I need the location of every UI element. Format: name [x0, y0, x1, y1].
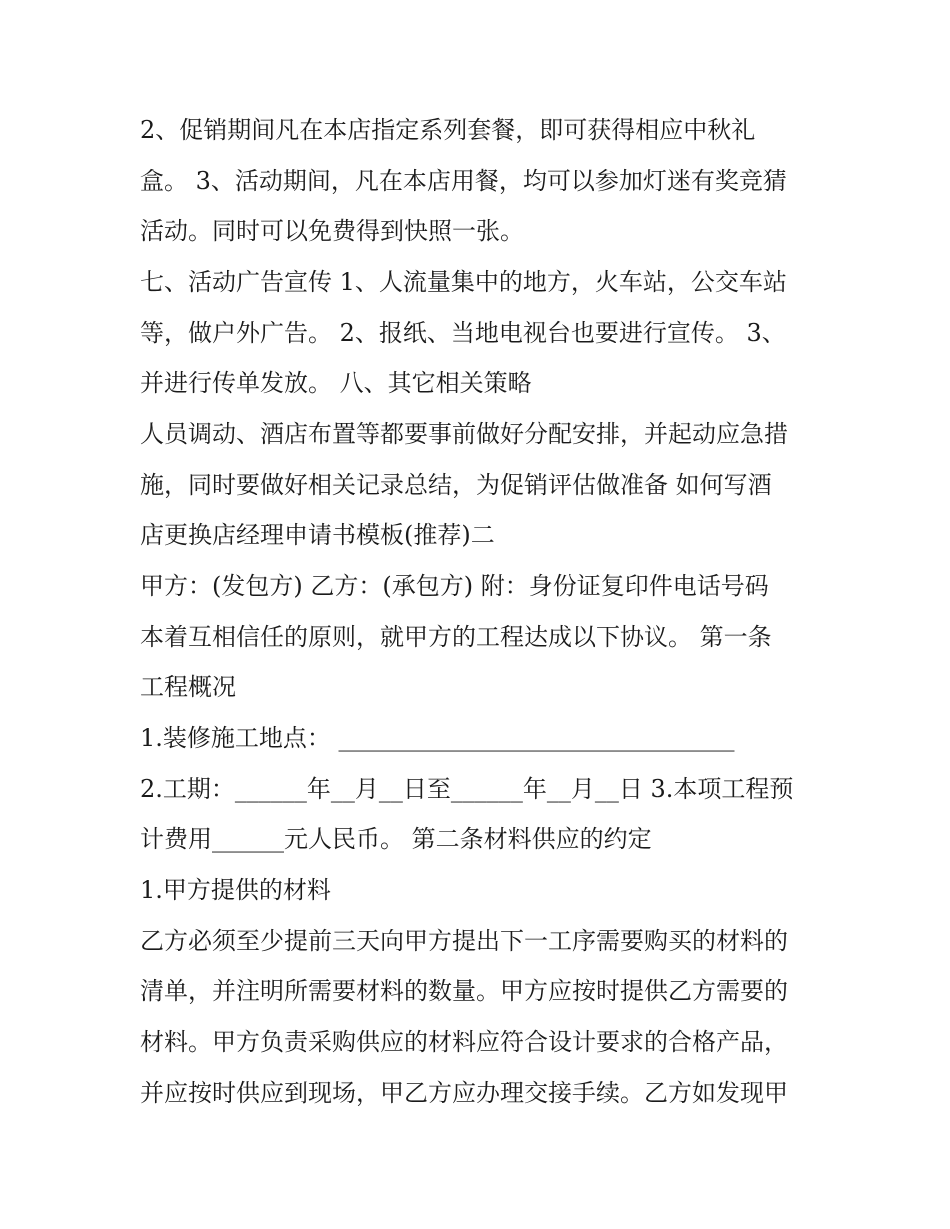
text-line: 店更换店经理申请书模板(推荐)二 — [140, 521, 495, 549]
text-line: 乙方必须至少提前三天向甲方提出下一工序需要购买的材料的 — [140, 927, 788, 955]
text-line: 工程概况 — [140, 673, 236, 701]
text-line: 1.装修施工地点： _________________________________ — [140, 724, 735, 752]
text-line: 2.工期：______年__月__日至______年__月__日 3.本项工程预 — [140, 775, 794, 803]
text-line: 人员调动、酒店布置等都要事前做好分配安排，并起动应急措 — [140, 420, 788, 448]
text-line: 2、促销期间凡在本店指定系列套餐，即可获得相应中秋礼 — [140, 116, 756, 144]
text-line: 清单，并注明所需要材料的数量。甲方应按时提供乙方需要的 — [140, 977, 788, 1005]
text-line: 并应按时供应到现场，甲乙方应办理交接手续。乙方如发现甲 — [140, 1079, 788, 1107]
text-line: 甲方：(发包方) 乙方：(承包方) 附：身份证复印件电话号码 — [140, 572, 769, 600]
text-line: 盒。 3、活动期间，凡在本店用餐，均可以参加灯迷有奖竞猜 — [140, 167, 787, 195]
text-line: 本着互相信任的原则，就甲方的工程达成以下协议。 第一条 — [140, 623, 772, 651]
text-line: 计费用______元人民币。 第二条材料供应的约定 — [140, 825, 652, 853]
text-line: 1.甲方提供的材料 — [140, 876, 331, 904]
text-line: 施，同时要做好相关记录总结，为促销评估做准备 如何写酒 — [140, 471, 772, 499]
text-line: 材料。甲方负责采购供应的材料应符合设计要求的合格产品， — [140, 1028, 788, 1056]
text-line: 活动。同时可以免费得到快照一张。 — [140, 217, 524, 245]
text-line: 并进行传单发放。 八、其它相关策略 — [140, 369, 532, 397]
text-line: 七、活动广告宣传 1、人流量集中的地方，火车站，公交车站 — [140, 268, 787, 296]
text-line: 等，做户外广告。 2、报纸、当地电视台也要进行宣传。 3、 — [140, 319, 786, 347]
